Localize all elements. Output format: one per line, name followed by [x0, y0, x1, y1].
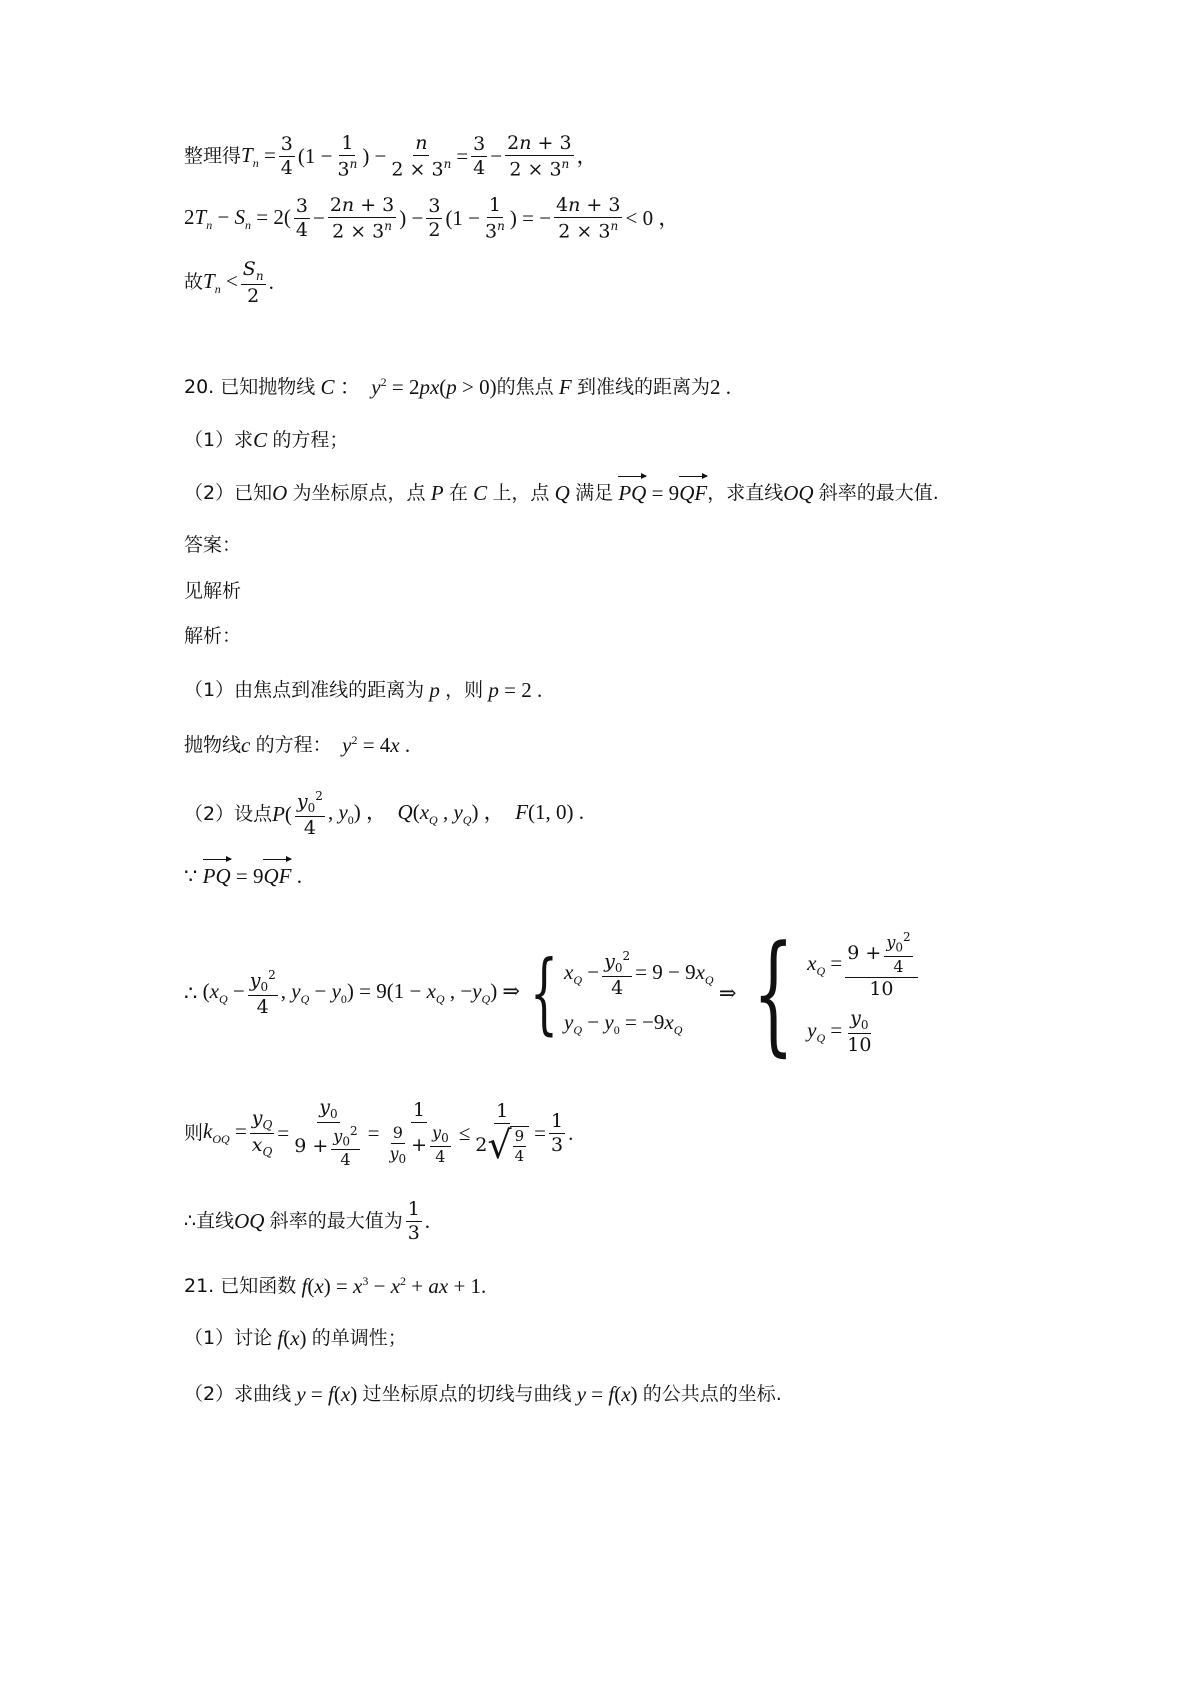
solution-conclusion: ∴直线 OQ 斜率的最大值为 $\frac{1}{3}$ .: [184, 1198, 431, 1244]
solution-step-3: （2）设点 P ( $\frac{y_0^2}{4}$ , $y_0$) ， $Q(x_Q$ , $y_Q$) ， F(1, 0) .: [184, 789, 585, 840]
fraction: $\frac{3}{4}$: [473, 133, 486, 180]
derivation-line-difference: $2T_n - S_n = 2$( $\frac{3}{4}$ − $\frac{2n + 3}{2 \times 3^n}$ ) − $\frac{3}{2}$ (1 − $\frac{1}{3^n}$ ) = − $\frac{4n + 3}{2 \times 3^n}$ < 0 ，: [184, 194, 680, 243]
question-21: 21. 已知函数 $f(x) = x^3 - x^2$ + ax + 1.: [184, 1274, 487, 1298]
question-21-part-2: （2）求曲线 y = f(x) 过坐标原点的切线与曲线 y = f(x) 的公共点的坐标.: [184, 1382, 782, 1406]
fraction: 1 2 √ $\frac{9}{4}$: [473, 1102, 531, 1164]
question-20-part-1: （1）求 C 的方程；: [184, 428, 349, 452]
fraction: $\frac{1}{3^n}$: [485, 194, 505, 243]
fraction: $\frac{y_Q}{x_Q}$: [251, 1106, 273, 1159]
answer-label: 答案：: [184, 534, 242, 556]
answer-text: 见解析: [184, 580, 242, 602]
solution-step-vector: ∵ PQ = 9QF .: [184, 864, 302, 888]
fraction: $\frac{3}{2}$: [428, 195, 441, 242]
fraction: $\frac{3}{4}$: [295, 195, 308, 242]
derivation-line-tn: 整理得 $T_n$ = $\frac{3}{4}$ (1 − $\frac{1}{3^n}$ ) − $\frac{n}{2 \times 3^n}$ = $\frac{3}{4}$ − $\frac{2n + 3}{2 \times 3^n}$ ，: [184, 132, 598, 181]
fraction: $\frac{y_0^2}{4}$: [249, 967, 276, 1019]
fraction: $\frac{n}{2 \times 3^n}$: [391, 132, 452, 181]
fraction: $\frac{3}{4}$: [280, 133, 293, 180]
equation-system-2: { $x_Q$ = 9 + $\frac{y_0^2}{4}$ 10 $y_Q$ = $\frac{y_0}{10}$: [742, 928, 920, 1058]
fraction: $\frac{4n + 3}{2 \times 3^n}$: [556, 194, 621, 243]
solution-step-2: 抛物线 c 的方程： $y^2 = 4x$ .: [184, 732, 411, 757]
text-prefix: 整理得: [184, 145, 242, 168]
analysis-label: 解析：: [184, 625, 242, 647]
solution-step-slope: 则 $k_{OQ}$ = $\frac{y_Q}{x_Q}$ = $y_0$ 9 + $\frac{y_0^2}{4}$ = 1 $\frac{9}{y_0}$ + $\frac{y_0}{4}$ ≤ 1 2 √ $\frac{9}{4}$ = $\frac{1}{3}$ .: [184, 1096, 574, 1170]
fraction: $\frac{2n + 3}{2 \times 3^n}$: [507, 132, 572, 181]
math-expr: $T_n$ =: [241, 142, 276, 170]
fraction: $\frac{y_0^2}{4}$: [296, 789, 323, 840]
fraction: $y_0$ 9 + $\frac{y_0^2}{4}$: [294, 1096, 358, 1170]
derivation-line-conclusion: 故 $T_n$ < $\frac{S_n}{2}$ .: [184, 258, 274, 307]
question-21-part-1: （1）讨论 f(x) 的单调性；: [184, 1326, 407, 1350]
equation-system-1: { $x_Q$ − $\frac{y_0^2}{4}$ = $9 - 9x_Q$ $y_Q - y_0 = -9x_Q$: [530, 941, 714, 1044]
fraction: $\frac{1}{3^n}$: [337, 132, 358, 181]
question-20: 20. 已知抛物线 C ： $y^2 = 2px(p > 0)$ 的焦点 F 到准线的距离为 2 .: [184, 374, 731, 399]
solution-step-1: （1）由焦点到准线的距离为 p ，则 p = 2 .: [184, 678, 543, 702]
fraction: $\frac{1}{3}$: [550, 1109, 564, 1156]
question-20-part-2: （2）已知 O 为坐标原点，点 P 在 C 上，点 Q 满足 PQ = 9QF ，求直线 OQ 斜率的最大值.: [184, 481, 939, 505]
fraction: 1 $\frac{9}{y_0}$ + $\frac{y_0}{4}$: [389, 1099, 449, 1167]
fraction: $\frac{2n + 3}{2 \times 3^n}$: [329, 194, 395, 243]
solution-step-system: ∴ ($x_Q$ − $\frac{y_0^2}{4}$ , $y_Q - y_0) = 9(1 - x_Q$ , $-y_Q$) ⇒ { $x_Q$ − $\frac{y_0^2}{4}$ = $9 - 9x_Q$ $y_Q - y_0 = -9x_Q$ ⇒ { $x_Q$ = 9 + $\frac{y_0^2}{4}$ 10 $y_Q$ = $\frac{y_0}{10}$: [184, 928, 921, 1058]
fraction: $\frac{S_n}{2}$: [242, 258, 264, 307]
fraction: $\frac{1}{3}$: [407, 1198, 420, 1244]
